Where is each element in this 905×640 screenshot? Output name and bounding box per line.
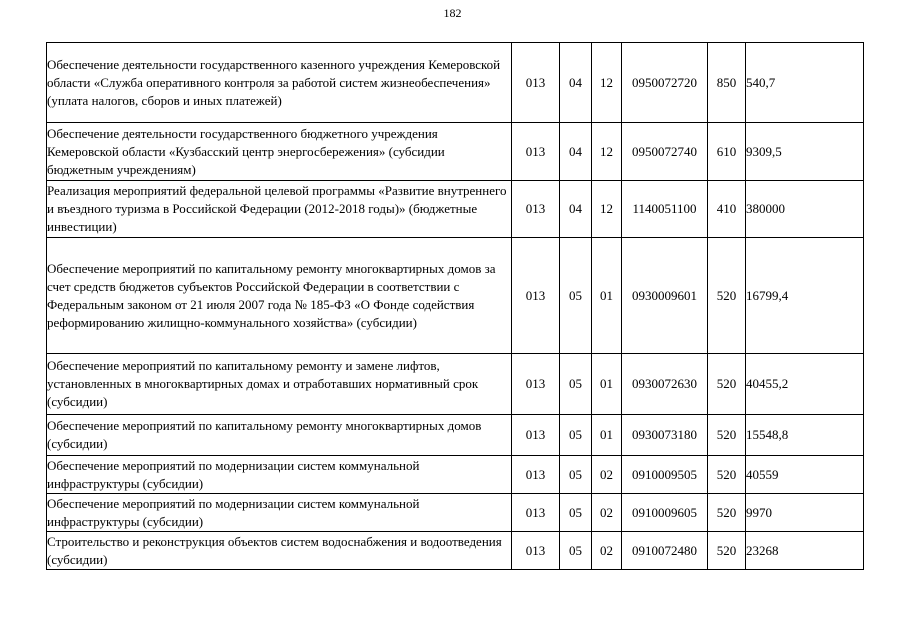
row-description: Обеспечение мероприятий по капитальному ремонту многоквартирных домов за счет средств бюджетов субъектов Российской Федерации в соответствии с Федеральным законом от 21 июля 2007 года № 185-ФЗ «О Фонде содействия реформированию жилищно-коммунального хозяйства» (субсидии) xyxy=(47,238,512,354)
row-ministry-code: 013 xyxy=(512,415,560,456)
row-description: Обеспечение деятельности государственного казенного учреждения Кемеровской области «Служба оперативного контроля за работой систем жизнеобеспечения» (уплата налогов, сборов и иных платежей) xyxy=(47,43,512,123)
row-section-code: 05 xyxy=(560,415,592,456)
row-amount: 9309,5 xyxy=(746,123,864,181)
row-amount: 23268 xyxy=(746,532,864,570)
row-ministry-code: 013 xyxy=(512,123,560,181)
row-subsection-code: 01 xyxy=(592,415,622,456)
table-row xyxy=(47,43,864,123)
row-subsection-code: 12 xyxy=(592,181,622,238)
row-description: Обеспечение деятельности государственного бюджетного учреждения Кемеровской области «Кузбасский центр энергосбережения» (субсидии бюджетным учреждениям) xyxy=(47,123,512,181)
row-amount: 380000 xyxy=(746,181,864,238)
row-amount: 40455,2 xyxy=(746,354,864,415)
row-subsection-code: 02 xyxy=(592,532,622,570)
row-expense-type: 520 xyxy=(708,456,746,494)
row-ministry-code: 013 xyxy=(512,532,560,570)
row-expense-type: 410 xyxy=(708,181,746,238)
row-target-article: 0950072720 xyxy=(622,43,708,123)
table-row xyxy=(47,456,864,494)
row-subsection-code: 02 xyxy=(592,456,622,494)
table-row xyxy=(47,415,864,456)
row-section-code: 05 xyxy=(560,532,592,570)
row-description: Строительство и реконструкция объектов систем водоснабжения и водоотведения (субсидии) xyxy=(47,532,512,570)
row-expense-type: 610 xyxy=(708,123,746,181)
budget-table xyxy=(46,42,864,570)
row-section-code: 05 xyxy=(560,238,592,354)
row-section-code: 05 xyxy=(560,354,592,415)
row-target-article: 0930072630 xyxy=(622,354,708,415)
row-expense-type: 520 xyxy=(708,354,746,415)
row-section-code: 05 xyxy=(560,494,592,532)
row-subsection-code: 01 xyxy=(592,238,622,354)
row-section-code: 04 xyxy=(560,123,592,181)
row-target-article: 0930009601 xyxy=(622,238,708,354)
row-section-code: 04 xyxy=(560,43,592,123)
row-amount: 16799,4 xyxy=(746,238,864,354)
row-description: Обеспечение мероприятий по модернизации систем коммунальной инфраструктуры (субсидии) xyxy=(47,456,512,494)
row-amount: 40559 xyxy=(746,456,864,494)
table-row xyxy=(47,123,864,181)
row-expense-type: 850 xyxy=(708,43,746,123)
row-description: Обеспечение мероприятий по капитальному ремонту и замене лифтов, установленных в многоквартирных домах и отработавших нормативный срок (субсидии) xyxy=(47,354,512,415)
row-section-code: 04 xyxy=(560,181,592,238)
row-subsection-code: 02 xyxy=(592,494,622,532)
row-ministry-code: 013 xyxy=(512,494,560,532)
row-ministry-code: 013 xyxy=(512,43,560,123)
row-subsection-code: 01 xyxy=(592,354,622,415)
table-row xyxy=(47,181,864,238)
row-ministry-code: 013 xyxy=(512,238,560,354)
row-ministry-code: 013 xyxy=(512,354,560,415)
table-row xyxy=(47,354,864,415)
row-description: Обеспечение мероприятий по капитальному ремонту многоквартирных домов (субсидии) xyxy=(47,415,512,456)
row-ministry-code: 013 xyxy=(512,181,560,238)
row-subsection-code: 12 xyxy=(592,43,622,123)
row-section-code: 05 xyxy=(560,456,592,494)
row-target-article: 0910009505 xyxy=(622,456,708,494)
row-expense-type: 520 xyxy=(708,238,746,354)
row-ministry-code: 013 xyxy=(512,456,560,494)
row-expense-type: 520 xyxy=(708,494,746,532)
row-amount: 9970 xyxy=(746,494,864,532)
row-description: Обеспечение мероприятий по модернизации систем коммунальной инфраструктуры (субсидии) xyxy=(47,494,512,532)
table-row xyxy=(47,238,864,354)
row-subsection-code: 12 xyxy=(592,123,622,181)
row-amount: 540,7 xyxy=(746,43,864,123)
row-expense-type: 520 xyxy=(708,532,746,570)
row-amount: 15548,8 xyxy=(746,415,864,456)
row-target-article: 0910072480 xyxy=(622,532,708,570)
row-target-article: 0950072740 xyxy=(622,123,708,181)
table-row xyxy=(47,532,864,570)
row-expense-type: 520 xyxy=(708,415,746,456)
row-target-article: 0910009605 xyxy=(622,494,708,532)
row-target-article: 0930073180 xyxy=(622,415,708,456)
table-row xyxy=(47,494,864,532)
row-description: Реализация мероприятий федеральной целевой программы «Развитие внутреннего и въездного туризма в Российской Федерации (2012-2018 годы)» (бюджетные инвестиции) xyxy=(47,181,512,238)
row-target-article: 1140051100 xyxy=(622,181,708,238)
page-number: 182 xyxy=(443,6,462,20)
